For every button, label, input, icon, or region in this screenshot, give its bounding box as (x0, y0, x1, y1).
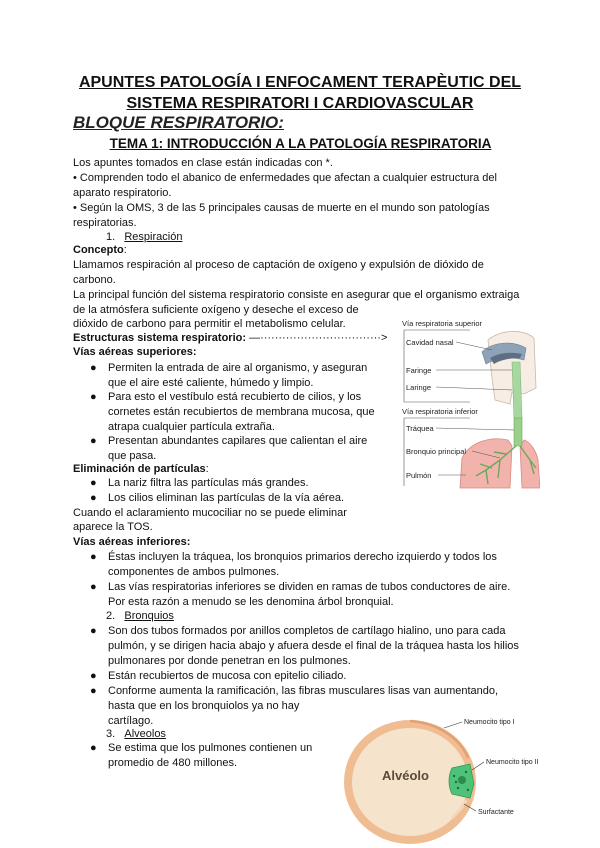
bullet-text: Conforme aumenta la ramificación, las fibras musculares lisas van aumentando, (108, 685, 499, 697)
bullet-text: Se estima que los pulmones contienen un (108, 742, 313, 754)
vias-inferiores-heading: Vías aéreas inferiores: (73, 536, 191, 548)
bullet-text: Por esta razón a menudo se les denomina árbol bronquial. (108, 596, 394, 608)
list-number: 1. (106, 231, 116, 243)
intro-text: Los apuntes tomados en clase están indicadas con *. (73, 157, 333, 169)
pneumocyte-nucleus (458, 776, 466, 784)
list-item (90, 741, 313, 771)
list-item (90, 491, 345, 506)
bullet-icon: ● (90, 391, 97, 403)
bullet-text: cartílago. (108, 715, 154, 727)
section-title: BLOQUE RESPIRATORIO: (73, 113, 284, 132)
concepto-text-3: La principal función del sistema respiratorio consiste en asegurar que el organismo extraiga (73, 289, 520, 301)
list-item-alveolos (106, 727, 166, 742)
bullet-text: Presentan abundantes capilares que calientan el aire (108, 435, 368, 447)
document-title (60, 72, 540, 114)
bullet-text: pulmón, y se dirigen hacia abajo y afuera desde el final de la tráquea hasta los hilios (108, 640, 519, 652)
bullet-text: que el aire esté caliente, húmedo y limpio. (108, 377, 314, 389)
concepto-label: Concepto (73, 244, 124, 256)
list-item (90, 390, 375, 435)
concepto-line (73, 243, 127, 258)
list-item (90, 550, 497, 580)
label-neumocito-tipo-1: Neumocito tipo I (464, 719, 515, 726)
pharynx-shape (512, 362, 522, 418)
estructuras-arrow: —·································> (246, 332, 388, 344)
list-number: 3. (106, 728, 116, 740)
concepto-text-5: dióxido de carbono para permitir el metabolismo celular. (73, 318, 346, 330)
bullet-text: pulmonares por donde penetran en los pulmones. (108, 655, 351, 667)
paragraph-1-line-1: • Comprenden todo el abanico de enfermedades que afectan a cualquier estructura del (73, 172, 497, 184)
concepto-text-1: Llamamos respiración al proceso de captación de oxígeno y expulsión de dióxido de (73, 259, 484, 271)
bullet-icon: ● (90, 477, 97, 489)
label-bronquio-principal: Bronquio principal (406, 447, 467, 456)
bullet-icon: ● (90, 581, 97, 593)
tema-heading: TEMA 1: INTRODUCCIÓN A LA PATOLOGÍA RESPIRATORIA (109, 136, 492, 151)
label-faringe: Faringe (406, 366, 432, 375)
estructuras-heading (73, 331, 387, 346)
list-label: Respiración (124, 231, 183, 243)
eliminacion-colon: : (205, 463, 209, 475)
list-item (90, 669, 347, 684)
bullet-text: cornetes están recubiertos de membrana mucosa, que (108, 406, 375, 418)
label-laringe: Laringe (406, 383, 432, 392)
bullet-text: Para esto el vestíbulo está recubierto de cilios, y los (108, 391, 362, 403)
bullet-icon: ● (90, 625, 97, 637)
left-lung-shape (520, 440, 540, 488)
list-number: 2. (106, 610, 116, 622)
bullet-text: Éstas incluyen la tráquea, los bronquios primarios derecho izquierdo y todos los (108, 551, 497, 563)
estructuras-label: Estructuras sistema respiratorio: (73, 332, 247, 344)
concepto-colon: : (123, 244, 127, 256)
tos-text-2: aparece la TOS. (73, 521, 153, 533)
bullet-icon: ● (90, 742, 97, 754)
bullet-icon: ● (90, 435, 97, 447)
bullet-text: componentes de ambos pulmones. (108, 566, 280, 578)
paragraph-1-line-2: aparato respiratorio. (73, 187, 172, 199)
bullet-text: que pasa. (108, 450, 157, 462)
bullet-text: Son dos tubos formados por anillos completos de cartílago hialino, uno para cada (108, 625, 506, 637)
label-cavidad-nasal: Cavidad nasal (406, 338, 454, 347)
paragraph-2-line-2: respiratorias. (73, 217, 137, 229)
respiratory-system-figure (400, 318, 540, 490)
bullet-text: Los cilios eliminan las partículas de la vía aérea. (108, 492, 345, 504)
list-item (90, 580, 511, 610)
bullet-text: hasta que en los bronquiolos ya no hay (108, 700, 300, 712)
bullet-text: La nariz filtra las partículas más grandes. (108, 477, 309, 489)
paragraph-2-line-1: • Según la OMS, 3 de las 5 principales causas de muerte en el mundo son patologías (73, 202, 490, 214)
list-item (90, 624, 519, 669)
list-item-bronquios (106, 609, 174, 624)
bullet-icon: ● (90, 551, 97, 563)
concepto-text-4: de la atmósfera suficiente oxígeno y deseche el exceso de (73, 304, 359, 316)
alveolus-figure (340, 714, 560, 846)
trachea-shape (514, 418, 522, 446)
eliminacion-heading (73, 462, 209, 477)
right-lung-shape (460, 439, 512, 488)
bullet-icon: ● (90, 492, 97, 504)
list-label: Alveolos (124, 728, 166, 740)
list-item (90, 434, 368, 464)
bullet-text: Las vías respiratorias inferiores se dividen en ramas de tubos conductores de aire. (108, 581, 511, 593)
bullet-text: atrapa cualquier partícula extraña. (108, 421, 275, 433)
bullet-text: promedio de 480 millones. (108, 757, 238, 769)
bullet-icon: ● (90, 685, 97, 697)
bullet-icon: ● (90, 670, 97, 682)
list-label: Bronquios (124, 610, 174, 622)
label-pulmon: Pulmón (406, 471, 432, 480)
label-via-superior: Vía respiratoria superior (402, 319, 483, 328)
eliminacion-label: Eliminación de partículas (73, 463, 206, 475)
title-line-2: SISTEMA RESPIRATORI I CARDIOVASCULAR (126, 95, 474, 112)
label-traquea: Tráquea (406, 424, 434, 433)
bullet-icon: ● (90, 362, 97, 374)
vias-superiores-heading: Vías aéreas superiores: (73, 346, 197, 358)
list-item (90, 361, 368, 391)
concepto-text-2: carbono. (73, 274, 116, 286)
label-surfactante: Surfactante (478, 809, 514, 816)
label-alveolo: Alvéolo (382, 768, 429, 783)
bullet-text: Están recubiertos de mucosa con epitelio ciliado. (108, 670, 347, 682)
label-neumocito-tipo-2: Neumocito tipo II (486, 759, 539, 766)
list-item (90, 476, 309, 491)
label-via-inferior: Vía respiratoria inferior (402, 407, 478, 416)
tos-text-1: Cuando el aclaramiento mucociliar no se puede eliminar (73, 507, 347, 519)
bullet-text: Permiten la entrada de aire al organismo, y aseguran (108, 362, 368, 374)
title-line-1: APUNTES PATOLOGÍA I ENFOCAMENT TERAPÈUTIC DEL (78, 74, 522, 91)
